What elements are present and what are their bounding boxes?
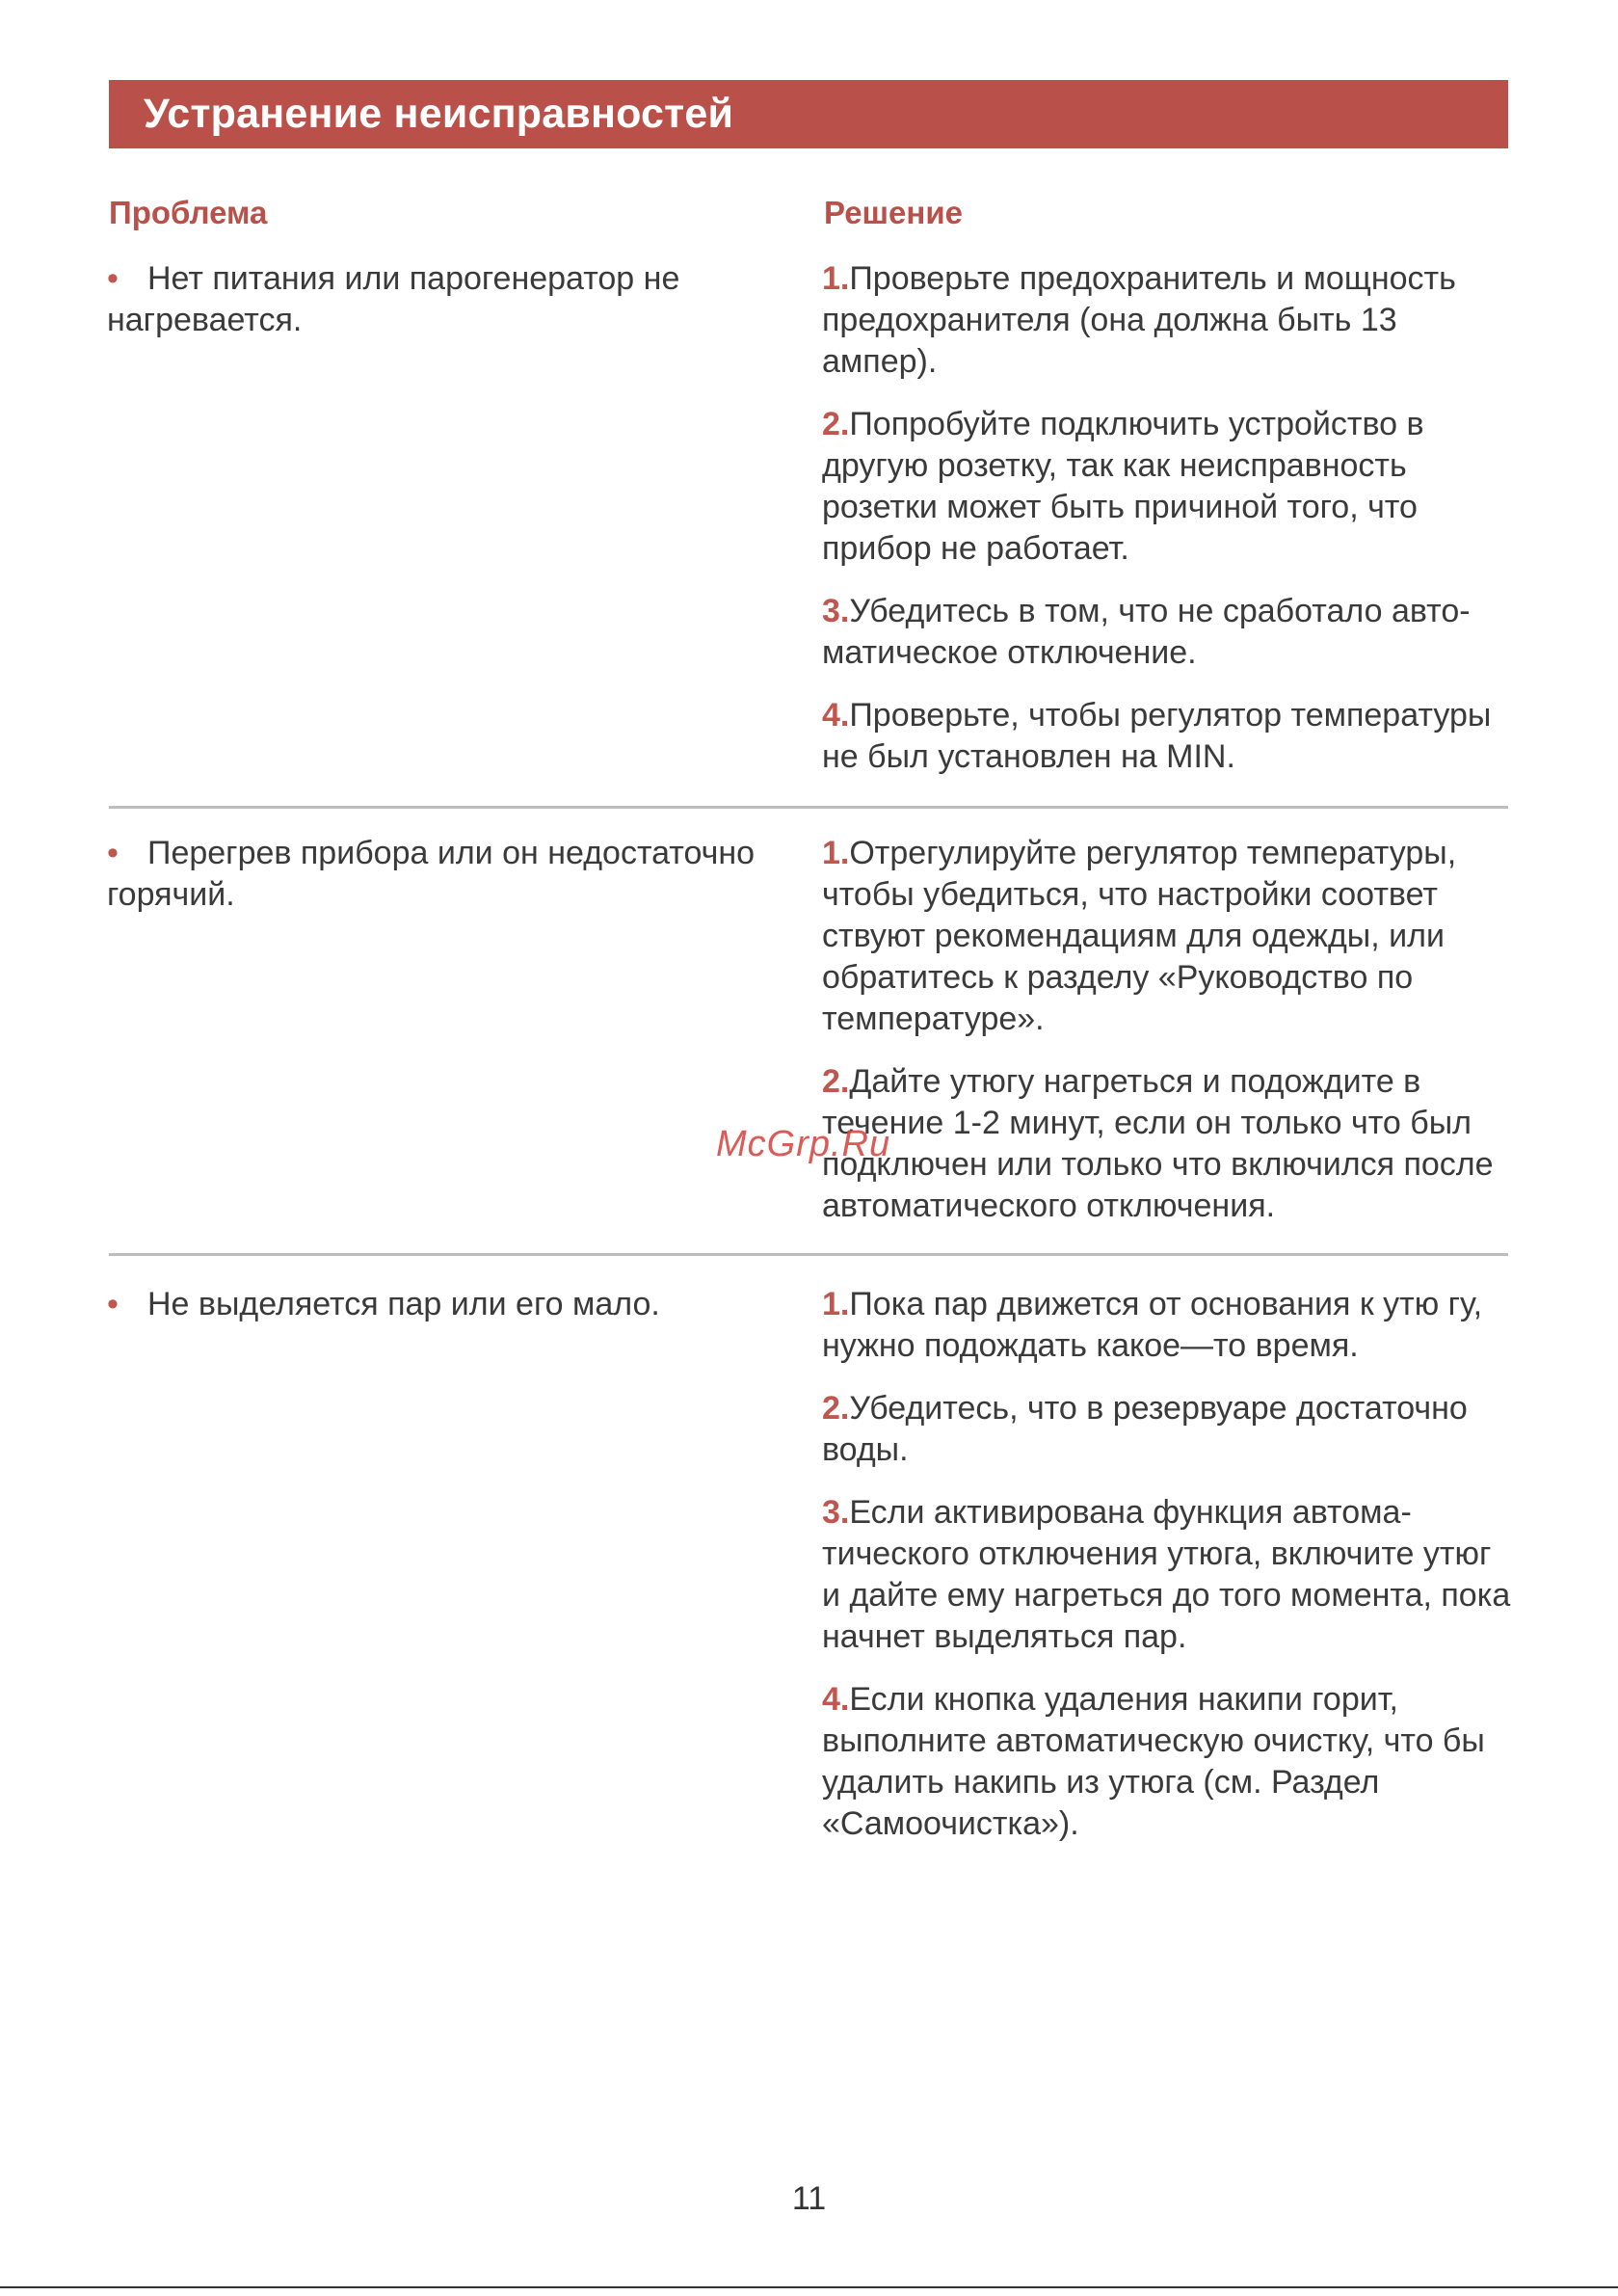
solution-list [822,833,1516,1248]
row-divider [109,806,1508,809]
page-number: 11 [791,2180,827,2217]
solution-step [822,833,1516,1040]
step-text: Дайте утюгу нагреться и подождите в течение 1-2 минут, если он только что был подключен или только что включился после автоматического отключения. [822,1063,1494,1224]
problem-text: Перегрев прибора или он недостаточно горячий. [107,835,756,913]
step-text: Убедитесь в том, что не сработало автоматическое отключение. [822,593,1471,671]
step-number: 1. [822,260,850,297]
problem-item [107,1284,801,1325]
step-number: 1. [822,1286,850,1322]
watermark: McGrp.Ru [716,1124,891,1164]
solution-step [822,1284,1516,1367]
row-divider [109,1253,1508,1256]
step-text: Отрегулируйте регулятор температуры, чтобы убедиться, что настройки соответ ствуют рекомендациям для одежды, или обратитесь к разделу «Руководство по температуре». [822,835,1457,1037]
step-number: 3. [822,1494,850,1531]
problem-item [107,833,801,916]
step-number: 2. [822,406,850,442]
step-text: Попробуйте подключить устройство в другую розетку, так как неисправность розетки может быть причиной того, что прибор не работает. [822,406,1424,567]
step-number: 3. [822,593,850,629]
section-header-bar [109,80,1508,148]
step-text: Проверьте предохранитель и мощность предохранителя (она должна быть 13 ампер). [822,260,1456,380]
solution-step [822,695,1516,778]
step-text: Убедитесь, что в резервуаре достаточно воды. [822,1390,1468,1468]
section-title: Устранение неисправностей [144,91,734,137]
step-number: 4. [822,1681,850,1718]
bullet-icon: • [107,1286,119,1322]
step-number: 1. [822,835,850,871]
solution-step [822,1492,1516,1658]
step-number: 2. [822,1390,850,1427]
step-text: Пока пар движется от основания к утю гу, нужно подождать какое—то время. [822,1286,1483,1364]
problem-item [107,258,801,341]
step-number: 4. [822,697,850,734]
solution-step [822,1679,1516,1845]
step-text: Если активирована функция автоматического отключения утюга, включите утюг и дайте ему нагреться до того момента, пока начнет выделяться пар. [822,1494,1511,1655]
step-text: Проверьте, чтобы регулятор температуры не был установлен на MIN. [822,697,1492,775]
solution-step [822,404,1516,570]
bullet-icon: • [107,835,119,871]
solution-step [822,591,1516,674]
solution-step [822,258,1516,383]
solution-list [822,258,1516,799]
problem-column-heading: Проблема [109,195,268,230]
bottom-rule [0,2286,1618,2288]
problem-text: Не выделяется пар или его мало. [147,1286,660,1322]
step-number: 2. [822,1063,850,1100]
solution-step [822,1388,1516,1471]
problem-text: Нет питания или парогенератор не нагревается. [107,260,680,338]
solution-column-heading: Решение [824,195,963,230]
solution-step [822,1061,1516,1227]
step-text: Если кнопка удаления накипи горит, выполните автоматическую очистку, что бы удалить накипь из утюга (см. Раздел «Самоочистка»). [822,1681,1485,1842]
solution-list [822,1284,1516,1866]
bullet-icon: • [107,260,119,297]
